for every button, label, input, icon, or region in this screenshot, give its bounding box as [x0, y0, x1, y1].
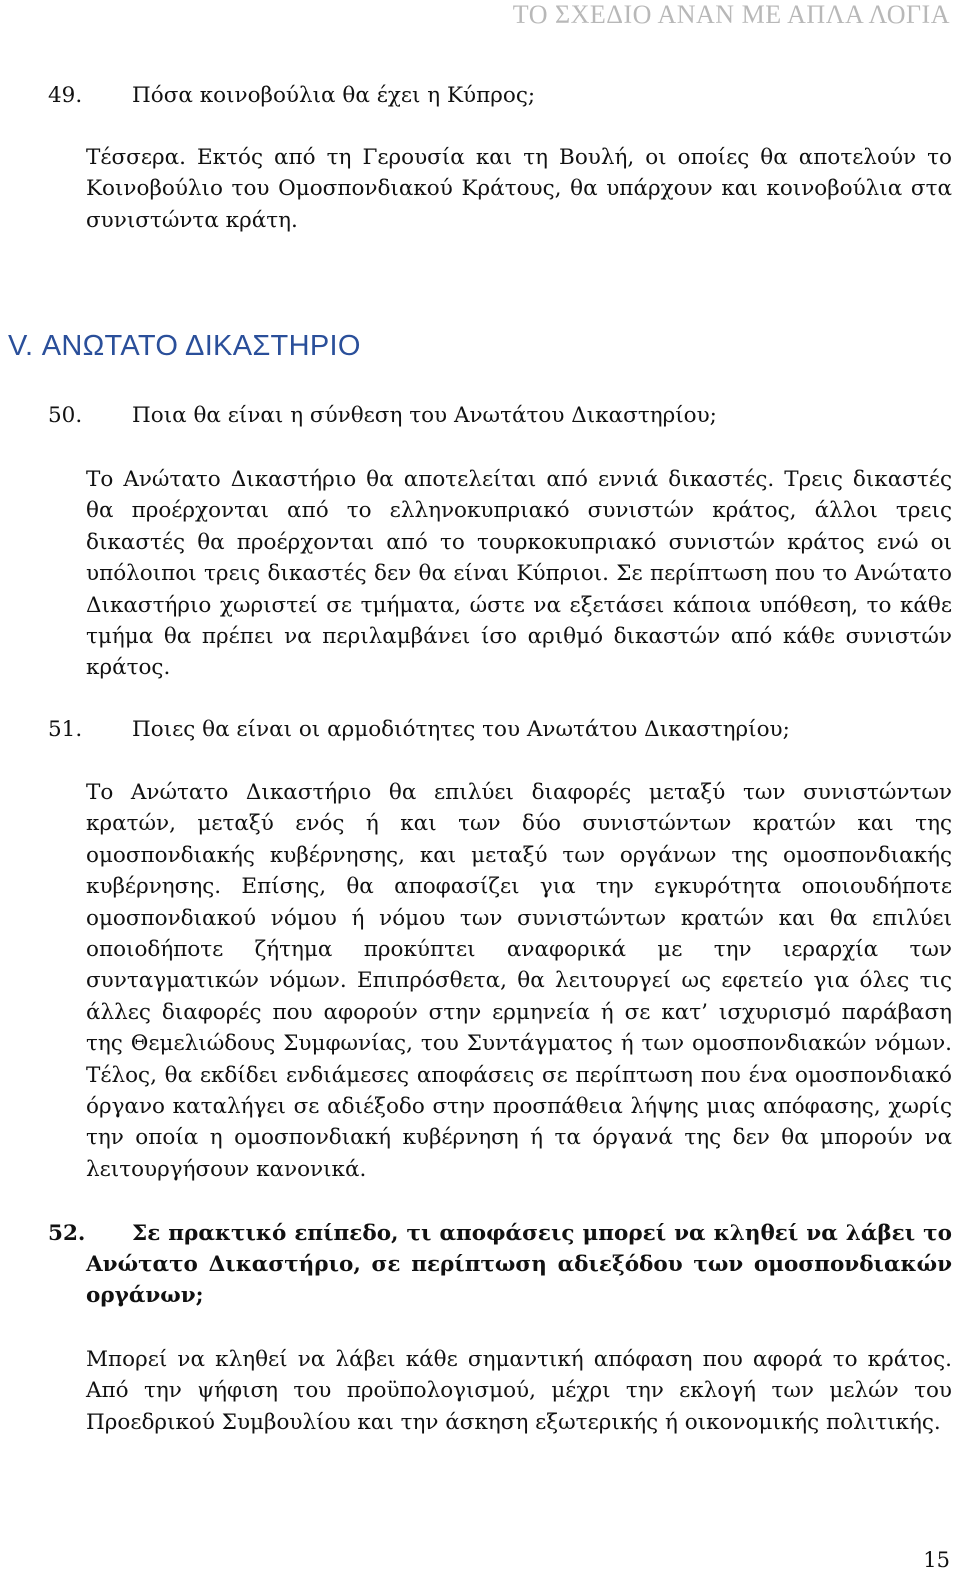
section-title: V. ΑΝΩΤΑΤΟ ΔΙΚΑΣΤΗΡΙΟ [8, 330, 361, 362]
question-50 [48, 400, 952, 431]
answer-49: Τέσσερα. Εκτός από τη Γερουσία και τη Βουλή, οι οποίες θα αποτελούν το Κοινοβούλιο του Ομοσπονδιακού Κράτους, θα υπάρχουν και κοινοβούλια στα συνιστώντα κράτη. [86, 145, 952, 233]
question-52 [48, 1218, 952, 1311]
running-header: ΤΟ ΣΧΕΔΙΟ ΑΝΑΝ ΜΕ ΑΠΛΑ ΛΟΓΙΑ [512, 0, 950, 29]
question-49 [48, 80, 952, 111]
question-number: 51. [48, 717, 83, 742]
question-text: Σε πρακτικό επίπεδο, τι αποφάσεις μπορεί να κληθεί να λάβει το Ανώτατο Δικαστήριο, σε περίπτωση αδιεξόδου των ομοσπονδιακών οργάνων; [86, 1221, 952, 1308]
answer-51: Το Ανώτατο Δικαστήριο θα επιλύει διαφορές μεταξύ των συνιστώντων κρατών, μεταξύ ενός ή και των δύο συνιστώντων κρατών και της ομοσπονδιακής κυβέρνησης, και μεταξύ των οργάνων της ομοσπονδιακής κυβέρνησης. Επίσης, θα αποφασίζει για την εγκυρότητα οποιουδήποτε ομοσπονδιακού νόμου ή νόμου των συνιστώντων κρατών και θα επιλύει οποιοδήποτε ζήτημα προκύπτει αναφορικά με την ιεραρχία των συνταγματικών νόμων. Επιπρόσθετα, θα λειτουργεί ως εφετείο για όλες τις άλλες διαφορές που αφορούν στην ερμηνεία ή σε κατ’ ισχυρισμό παράβαση της Θεμελιώδους Συμφωνίας, του Συντάγματος ή των ομοσπονδιακών νόμων. Τέλος, θα εκδίδει ενδιάμεσες αποφάσεις σε περίπτωση που ένα ομοσπονδιακό όργανο καταλήγει σε αδιέξοδο στην προσπάθεια λήψης μιας απόφασης, χωρίς την οποία η ομοσπονδιακή κυβέρνηση ή τα όργανά της δεν θα μπορούν να λειτουργήσουν κανονικά. [86, 780, 952, 1182]
question-text: Ποιες θα είναι οι αρμοδιότητες του Ανωτάτου Δικαστηρίου; [132, 717, 790, 742]
question-number: 52. [48, 1221, 86, 1246]
question-51 [48, 714, 952, 745]
answer-52: Μπορεί να κληθεί να λάβει κάθε σημαντική απόφαση που αφορά το κράτος. Από την ψήφιση του προϋπολογισμού, μέχρι την εκλογή των μελών του Προεδρικού Συμβουλίου και την άσκηση εξωτερικής ή οικονομικής πολιτικής. [86, 1347, 952, 1435]
question-number: 49. [48, 83, 83, 108]
question-number: 50. [48, 403, 83, 428]
question-text: Ποια θα είναι η σύνθεση του Ανωτάτου Δικαστηρίου; [132, 403, 717, 428]
question-text: Πόσα κοινοβούλια θα έχει η Κύπρος; [132, 83, 536, 108]
answer-50: Το Ανώτατο Δικαστήριο θα αποτελείται από εννιά δικαστές. Τρεις δικαστές θα προέρχονται από το ελληνοκυπριακό συνιστών κράτος, άλλοι τρεις δικαστές θα προέρχονται από το τουρκοκυπριακό συνιστών κράτος ενώ οι υπόλοιποι τρεις δικαστές δεν θα είναι Κύπριοι. Σε περίπτωση που το Ανώτατο Δικαστήριο χωριστεί σε τμήματα, ώστε να εξετάσει κάποια υπόθεση, το κάθε τμήμα θα πρέπει να περιλαμβάνει ίσο αριθμό δικαστών από κάθε συνιστών κράτος. [86, 467, 952, 681]
page-number: 15 [923, 1548, 950, 1572]
